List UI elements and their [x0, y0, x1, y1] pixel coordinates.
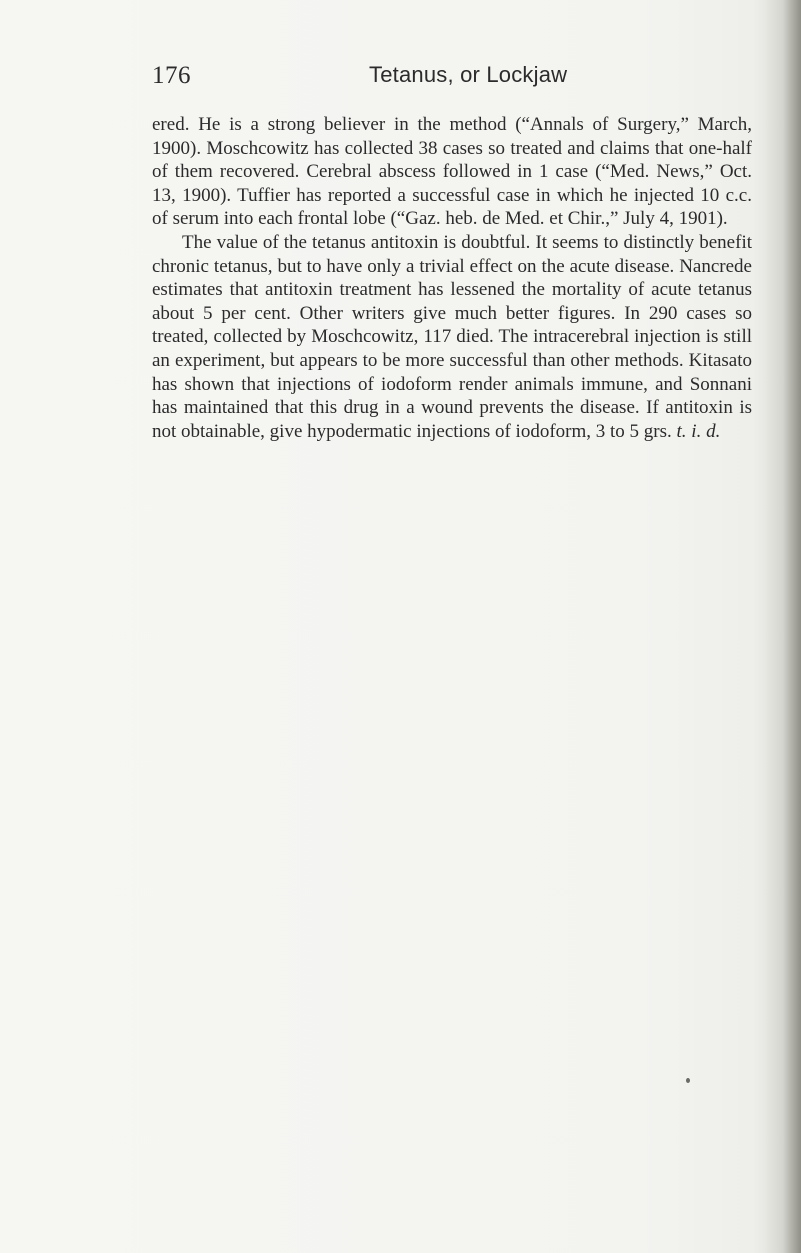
paragraph-1 — [152, 113, 752, 231]
paragraph-2-text: The value of the tetanus antitoxin is doubtful. It seems to distinctly benefit chronic tetanus, but to have only a trivial effect on the acute disease. Nancrede estimates that antitoxin treatment has lessened the mortality of acute tetanus about 5 per cent. Other writers give much better figures. In 290 cases so treated, collected by Moschcowitz, 117 died. The intracerebral injection is still an experiment, but appears to be more successful than other methods. Kitasato has shown that injections of iodoform render animals immune, and Sonnani has maintained that this drug in a wound prevents the disease. If antitoxin is not obtainable, give hypodermatic injections of iodoform, 3 to 5 grs. — [152, 231, 752, 442]
paragraph-2 — [152, 231, 752, 443]
running-head — [152, 62, 752, 92]
running-title: Tetanus, or Lockjaw — [369, 62, 568, 87]
page-number: 176 — [152, 62, 191, 89]
paragraph-1-text: ered. He is a strong believer in the method (“Annals of Surgery,” March, 1900). Moschcowitz has collected 38 cases so treated and claims that one-half of them recovered. Cerebral abscess followed in 1 case (“Med. News,” Oct. 13, 1900). Tuffier has reported a successful case in which he injected 10 c.c. of serum into each frontal lobe (“Gaz. heb. de Med. et Chir.,” July 4, 1901). — [152, 114, 752, 230]
dosage-abbreviation: t. i. d. — [676, 420, 721, 442]
page-gutter-shadow — [765, 0, 801, 1253]
paper-speck — [686, 1078, 690, 1083]
body-text — [152, 113, 752, 443]
